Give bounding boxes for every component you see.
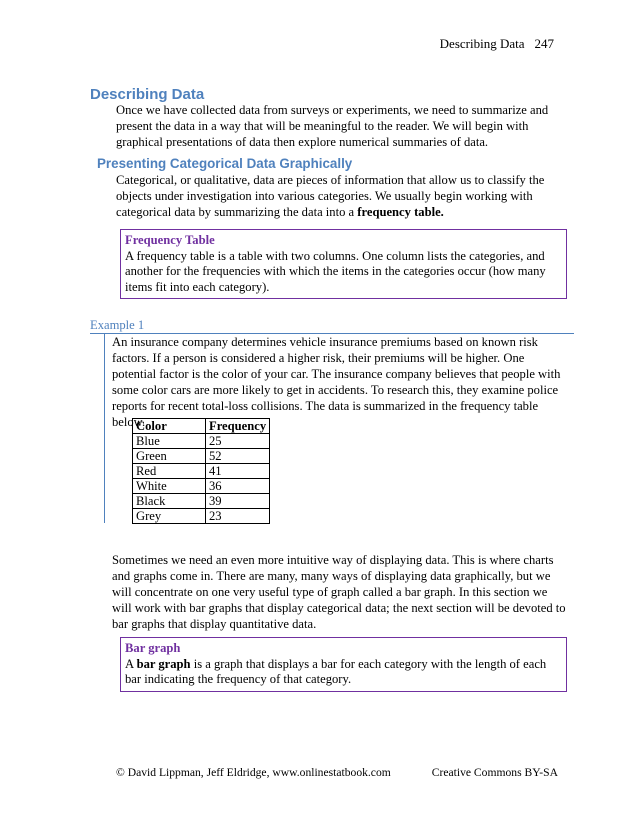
footer-copyright: © David Lippman, Jeff Eldridge, www.onlinestatbook.com — [116, 766, 391, 779]
table-cell: White — [133, 479, 206, 494]
page-number: 247 — [534, 36, 554, 51]
frequency-table — [132, 418, 270, 524]
subsection-heading: Presenting Categorical Data Graphically — [97, 156, 353, 171]
definition-body: A frequency table is a table with two columns. One column lists the categories, and another for the frequencies with which the items in the categories occur (how many items fit into each category). — [125, 248, 546, 294]
table-cell: 39 — [206, 494, 270, 509]
table-header-row — [133, 419, 270, 434]
section-heading: Describing Data — [90, 86, 205, 103]
header-title: Describing Data — [439, 36, 525, 51]
table-cell: 41 — [206, 464, 270, 479]
footer-license: Creative Commons BY-SA — [431, 766, 558, 779]
example-label: Example 1 — [90, 318, 145, 332]
intro-paragraph: Once we have collected data from surveys or experiments, we need to summarize and present the data in a way that will be meaningful to the reader. We will begin with graphical presentations of data then explore numerical summaries of data. — [116, 103, 549, 149]
table-cell: 36 — [206, 479, 270, 494]
column-header-color: Color — [133, 419, 206, 434]
table-cell: Grey — [133, 509, 206, 524]
table-cell: 23 — [206, 509, 270, 524]
table-cell: Blue — [133, 434, 206, 449]
table-row — [133, 434, 270, 449]
table-row — [133, 479, 270, 494]
table-row — [133, 449, 270, 464]
definition-title: Frequency Table — [125, 233, 215, 247]
example-paragraph: An insurance company determines vehicle insurance premiums based on known risk factors. If a person is considered a higher risk, their premiums will be higher. One potential factor is the color of your car. The insurance company believes that people with some color cars are more likely to get in accidents. To research this, they examine police reports for recent total-loss collisions. The data is summarized in the frequency table below. — [112, 335, 561, 429]
bar-graph-definition-box — [120, 637, 567, 692]
example-rule-vertical — [104, 333, 105, 523]
definition-rest: is a graph that displays a bar for each category with the length of each bar indicating the frequency of that category. — [125, 656, 547, 686]
table-cell: Red — [133, 464, 206, 479]
definition-prefix: A — [125, 656, 137, 671]
table-row — [133, 464, 270, 479]
table-cell: Green — [133, 449, 206, 464]
categorical-paragraph — [116, 172, 562, 220]
table-cell: Black — [133, 494, 206, 509]
categorical-text: Categorical, or qualitative, data are pieces of information that allow us to classify the objects under investigation into various categories. We usually begin working with categorical data by summarizing the data into a — [116, 173, 545, 219]
frequency-table-term: frequency table. — [357, 205, 444, 219]
bar-graph-term: bar graph — [136, 656, 191, 671]
frequency-table-definition-box — [120, 229, 567, 299]
table-cell: 25 — [206, 434, 270, 449]
table-row — [133, 494, 270, 509]
definition-body — [125, 657, 562, 688]
definition-title: Bar graph — [125, 641, 181, 655]
column-header-frequency: Frequency — [206, 419, 270, 434]
running-header — [440, 36, 554, 52]
graphs-paragraph: Sometimes we need an even more intuitive way of displaying data. This is where charts and graphs come in. There are many, many ways of displaying data graphically, but we will concentrate on one very useful type of graph called a bar graph. In this section we will work with bar graphs that display categorical data; the next section will be devoted to bar graphs that display quantitative data. — [112, 553, 566, 631]
table-row — [133, 509, 270, 524]
table-cell: 52 — [206, 449, 270, 464]
